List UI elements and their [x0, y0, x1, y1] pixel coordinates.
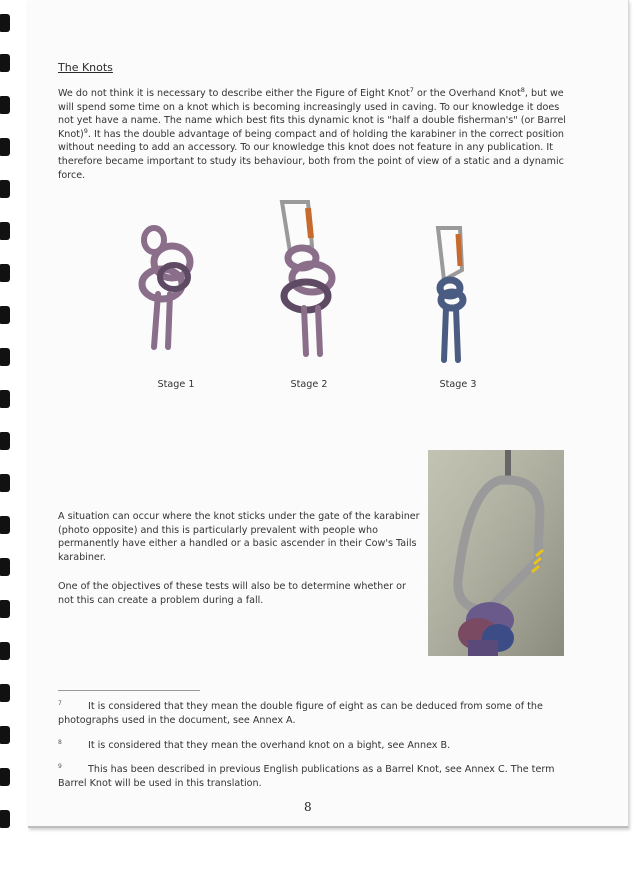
footnote-number: 9 — [58, 763, 62, 770]
footnote-text: This has been described in previous English publications as a Barrel Knot, see Annex C. The term Barrel Knot will be used in this translation. — [58, 764, 555, 790]
binding-hole — [0, 810, 10, 828]
binding-hole — [0, 348, 10, 366]
binding-hole — [0, 432, 10, 450]
intro-text: . It has the double advantage of being compact and of holding the karabiner in the correct position without needing to add an accessory. To our knowledge this knot does not feature in any publication. It therefore became important to study its behaviour, both from the point of view of a static and a dynamic force. — [58, 128, 565, 181]
intro-text: We do not think it is necessary to describe either the Figure of Eight Knot — [58, 88, 410, 99]
gate-sleeve — [308, 208, 311, 238]
binding-hole — [0, 768, 10, 786]
stage-2-knot-photo — [268, 196, 358, 358]
binding-hole — [0, 558, 10, 576]
stage-3-caption: Stage 3 — [439, 379, 477, 390]
footnote-divider — [58, 690, 200, 691]
binding-hole — [0, 222, 10, 240]
knot-rope — [142, 228, 190, 347]
footnote-text: It is considered that they mean the double figure of eight as can be deduced from some of the photographs used in the document, see Annex A. — [58, 701, 543, 727]
intro-text: , but we will spend some time on a knot which is becoming increasingly used in caving. To our knowledge it does not yet have a name. The name which best fits this dynamic knot is "half a double fisherman's" (or Barrel Knot) — [58, 88, 566, 140]
objective-paragraph: One of the objectives of these tests will also be to determine whether or not this can create a problem during a fall. — [58, 581, 406, 606]
situation-paragraph: A situation can occur where the knot sticks under the gate of the karabiner (photo opposite) and this is particularly prevalent with people who permanently have either a handled or a basic ascender in their Cow's Tails karabiner. — [58, 511, 420, 563]
binding-hole — [0, 684, 10, 702]
binding-hole — [0, 96, 10, 114]
binding-hole — [0, 726, 10, 744]
stage-3-knot-photo — [424, 222, 474, 364]
binding-hole — [0, 180, 10, 198]
intro-text: or the Overhand Knot — [413, 88, 521, 99]
binding-hole — [0, 306, 10, 324]
binding-hole — [0, 390, 10, 408]
footnote-8 — [58, 736, 573, 753]
footnote-9 — [58, 760, 573, 791]
binding-hole — [0, 264, 10, 282]
knot-rope — [440, 280, 463, 360]
footnote-ref: 8 — [520, 85, 525, 94]
binding-hole — [0, 600, 10, 618]
footnote-ref: 7 — [409, 85, 414, 94]
binding-hole — [0, 516, 10, 534]
page-number: 8 — [304, 800, 312, 814]
knot-rope — [284, 248, 332, 354]
footnote-ref: 9 — [83, 126, 88, 135]
stage-2-caption: Stage 2 — [290, 379, 328, 390]
binding-hole — [0, 54, 10, 72]
stage-1-knot-photo — [132, 222, 202, 352]
footnote-number: 7 — [58, 700, 62, 707]
section-title: The Knots — [58, 61, 113, 74]
intro-paragraph — [58, 87, 568, 182]
footnote-text: It is considered that they mean the overhand knot on a bight, see Annex B. — [88, 740, 451, 752]
footnote-7 — [58, 697, 573, 728]
binding-hole — [0, 14, 10, 32]
binding-hole — [0, 642, 10, 660]
karabiner-gate-photo — [428, 450, 564, 656]
spiral-binding — [0, 0, 14, 840]
stage-1-caption: Stage 1 — [157, 379, 195, 390]
footnote-number: 8 — [58, 739, 62, 746]
gate-sleeve — [458, 234, 460, 266]
binding-hole — [0, 474, 10, 492]
binding-hole — [0, 138, 10, 156]
